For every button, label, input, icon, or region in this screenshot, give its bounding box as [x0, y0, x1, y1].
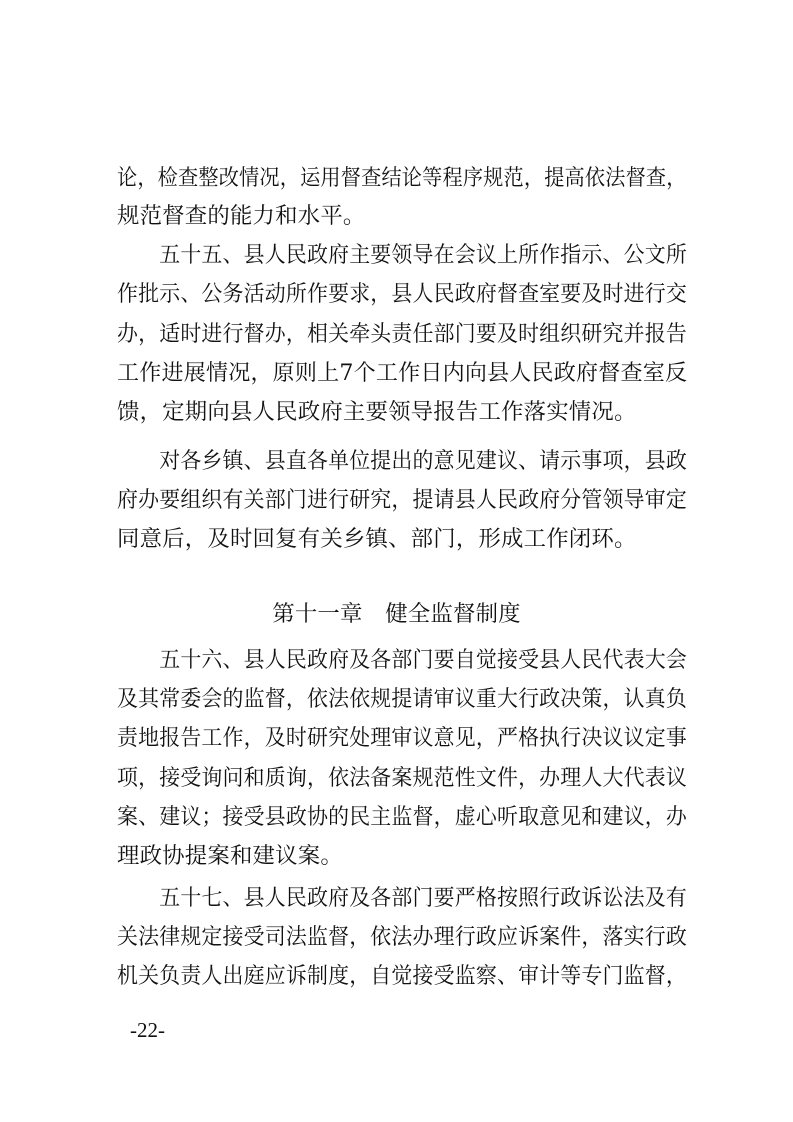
text-line: 工作进展情况，原则上7个工作日内向县人民政府督查室反 [117, 360, 688, 386]
text-line: 及其常委会的监督，依法依规提请审议重大行政决策，认真负 [117, 686, 687, 712]
text-line: 责地报告工作，及时研究处理审议意见，严格执行决议议定事 [117, 725, 687, 751]
text-line: 论，检查整改情况，运用督查结论等程序规范，提高依法督查， [117, 165, 687, 191]
text-line: 馈，定期向县人民政府主要领导报告工作落实情况。 [117, 399, 637, 425]
text-line: 府办要组织有关部门进行研究，提请县人民政府分管领导审定 [117, 487, 687, 513]
text-line: 项，接受询问和质询，依法备案规范性文件，办理人大代表议 [117, 765, 687, 791]
text-line: 对各乡镇、县直各单位提出的意见建议、请示事项，县政 [117, 448, 687, 474]
text-line: 关法律规定接受司法监督，依法办理行政应诉案件，落实行政 [117, 924, 687, 950]
text-line: 理政协提案和建议案。 [117, 843, 343, 869]
text-line: 五十六、县人民政府及各部门要自觉接受县人民代表大会 [117, 647, 687, 673]
text-line: 机关负责人出庭应诉制度，自觉接受监察、审计等专门监督， [117, 963, 687, 989]
text-line: 案、建议；接受县政协的民主监督，虚心听取意见和建议，办 [117, 804, 687, 830]
chapter-heading: 第十一章 健全监督制度 [272, 601, 521, 627]
text-line: 作批示、公务活动所作要求，县人民政府督查室要及时进行交 [117, 281, 687, 307]
text-line: 五十五、县人民政府主要领导在会议上所作指示、公文所 [117, 242, 687, 268]
page-number: -22- [130, 1018, 165, 1042]
text-line: 同意后，及时回复有关乡镇、部门，形成工作闭环。 [117, 526, 637, 552]
text-line: 规范督查的能力和水平。 [117, 203, 366, 229]
text-line: 五十七、县人民政府及各部门要严格按照行政诉讼法及有 [117, 885, 687, 911]
text-line: 办，适时进行督办，相关牵头责任部门要及时组织研究并报告 [117, 321, 687, 347]
